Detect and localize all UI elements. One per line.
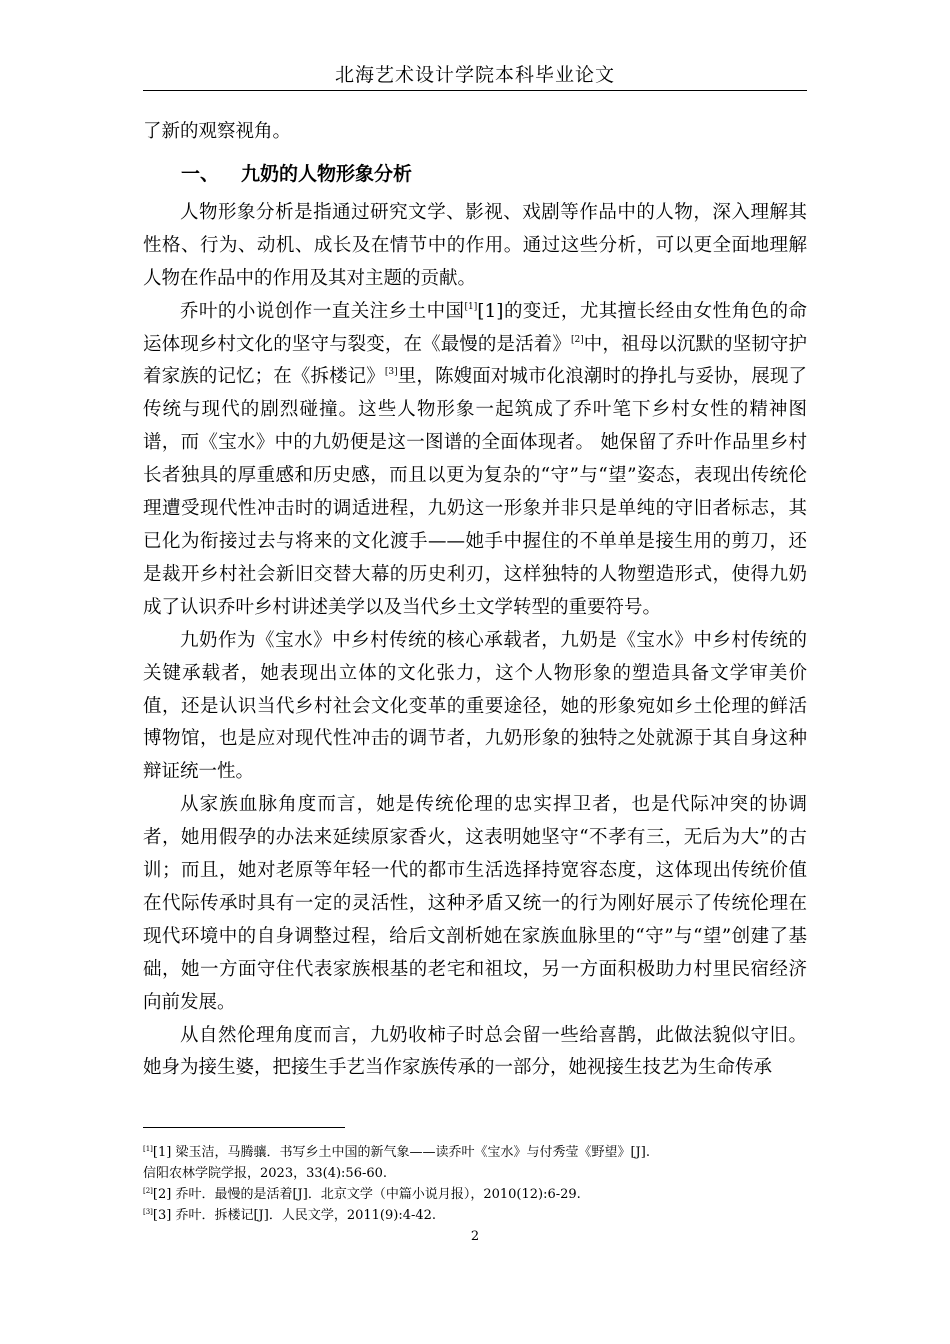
continued-paragraph: 了新的观察视角。	[143, 121, 292, 142]
paragraph-5: 从自然伦理角度而言，九奶收柿子时总会留一些给喜鹊，此做法貌似守旧。她身为接生婆，把接生手艺当作家族传承的一部分，她视接生技艺为生命传承	[143, 1024, 807, 1079]
footnote-1	[143, 1142, 807, 1184]
paragraph-2-text-b: [1]的变迁，尤其擅长经由女性角色的命运体现乡村文化的坚守与裂变，在《最慢的是活着》	[143, 300, 807, 355]
footnote-2	[143, 1184, 807, 1205]
paragraph-4: 从家族血脉角度而言，她是传统伦理的忠实捍卫者，也是代际冲突的协调者，她用假孕的办法来延续原家香火，这表明她坚守“不孝有三，无后为大”的古训；而且，她对老原等年轻一代的都市生活选择持宽容态度，这体现出传统价值在代际传承时具有一定的灵活性，这种矛盾又统一的行为刚好展示了传统伦理在现代环境中的自身调整过程，给后文剖析她在家族血脉里的“守”与“望”创建了基础，她一方面守住代表家族根基的老宅和祖坟，另一方面积极助力村里民宿经济向前发展。	[143, 794, 807, 1013]
paragraph-2-text-d: 里，陈嫂面对城市化浪潮时的挣扎与妥协，展现了传统与现代的剧烈碰撞。这些人物形象一起筑成了乔叶笔下乡村女性的精神图谱，而《宝水》中的九奶便是这一图谱的全面体现者。 她保留了乔叶作品里乡村长者独具的厚重感和历史感，而且以更为复杂的“守”与“望”姿态，表现出传统伦理遭受现代性冲击时的调适进程，九奶这一形象并非只是单纯的守旧者标志，其已化为衔接过去与将来的文化渡手——她手中握住的不单单是接生用的剪刀，还是裁开乡村社会新旧交替大幕的历史利刃，这样独特的人物塑造形式，使得九奶成了认识乔叶乡村讲述美学以及当代乡土文学转型的重要符号。	[143, 366, 807, 618]
footnote-1-mark: [1]	[143, 1145, 153, 1153]
footnote-2-mark: [2]	[143, 1187, 153, 1195]
section-number: 一、	[181, 162, 220, 185]
footnote-ref-2[interactable]: [2]	[570, 334, 584, 345]
footnote-separator	[143, 1127, 345, 1128]
footnote-1-line2: 信阳农林学院学报，2023，33(4):56-60.	[143, 1166, 388, 1181]
header-rule	[143, 90, 807, 91]
footnotes	[143, 1142, 807, 1226]
paragraph-1: 人物形象分析是指通过研究文学、影视、戏剧等作品中的人物，深入理解其性格、行为、动机、成长及在情节中的作用。通过这些分析，可以更全面地理解人物在作品中的作用及其对主题的贡献。	[143, 201, 807, 289]
paragraph-3: 九奶作为《宝水》中乡村传统的核心承载者，九奶是《宝水》中乡村传统的关键承载者，她表现出立体的文化张力，这个人物形象的塑造具备文学审美价值，还是认识当代乡村社会文化变革的重要途径，她的形象宛如乡土伦理的鲜活博物馆，也是应对现代性冲击的调节者，九奶形象的独特之处就源于其自身这种辩证统一性。	[143, 629, 807, 783]
running-header: 北海艺术设计学院本科毕业论文	[334, 64, 615, 86]
footnote-3-mark: [3]	[143, 1208, 153, 1216]
page-number: 2	[470, 1229, 480, 1244]
footnote-ref-3[interactable]: [3]	[384, 367, 398, 378]
footnote-2-text: [2] 乔叶．最慢的是活着[J]．北京文学（中篇小说月报），2010(12):6-29.	[152, 1187, 581, 1202]
footnote-1-line1: [1] 梁玉洁，马腾骧．书写乡土中国的新气象——读乔叶《宝水》与付秀莹《野望》[J].	[152, 1145, 650, 1160]
section-heading	[143, 158, 807, 190]
body-text	[143, 116, 807, 1085]
paragraph-2	[143, 296, 807, 625]
footnote-3-text: [3] 乔叶．拆楼记[J]．人民文学，2011(9):4-42.	[152, 1208, 437, 1223]
section-title: 九奶的人物形象分析	[241, 162, 413, 185]
paragraph-2-text-c: 中，祖母以沉默的坚韧守护着家族的记忆；在《拆楼记》	[143, 333, 807, 388]
paragraph-2-text-a: 乔叶的小说创作一直关注乡土中国	[180, 300, 465, 322]
footnote-3	[143, 1205, 807, 1226]
footnote-ref-1[interactable]: [1]	[464, 301, 478, 312]
